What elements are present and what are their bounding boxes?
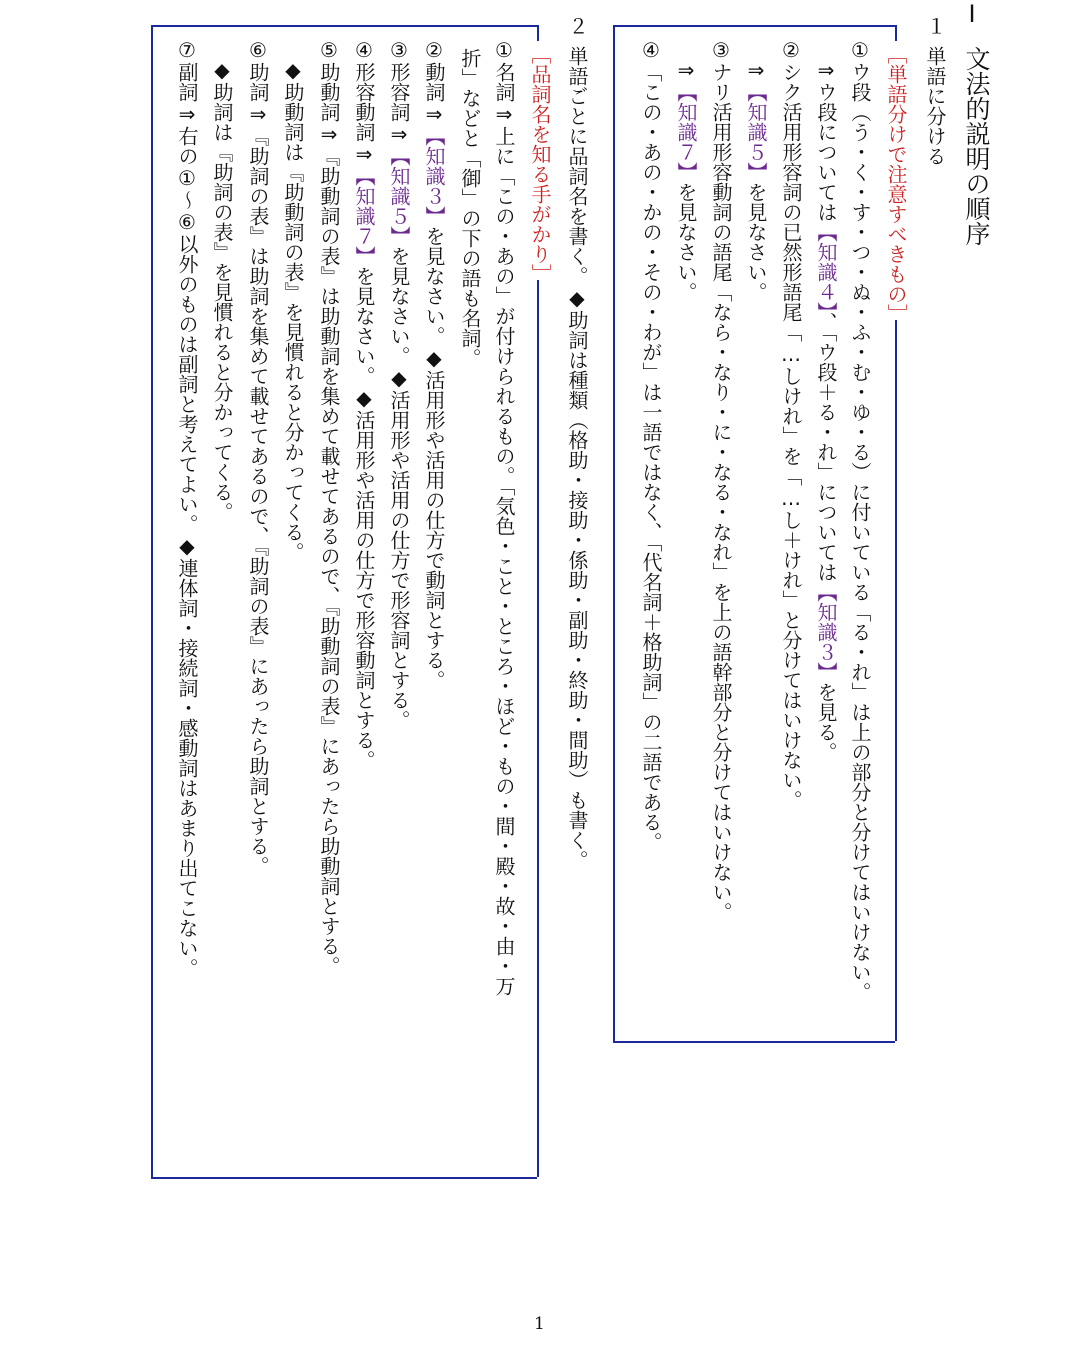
s2-line-7-text: ◆助動詞は『助動詞の表』を見慣れると分かってくる。 bbox=[281, 58, 305, 562]
s2-number: ２ bbox=[565, 16, 589, 36]
s2-line-5-ref[interactable]: 【知識７】 bbox=[352, 166, 376, 266]
s1-line-2-text-c: を見る。 bbox=[814, 682, 838, 762]
s1-line-4-text-a: ⇒ bbox=[744, 58, 768, 82]
s2-line-9 bbox=[212, 58, 232, 522]
s2-line-9-text: ◆助詞は『助詞の表』を見慣れると分かってくる。 bbox=[210, 58, 234, 522]
page-title: 文法的説明の順序 bbox=[962, 46, 991, 246]
s2-line-8 bbox=[248, 38, 268, 876]
s2-line-10-text: ⑦副詞⇒右の①〜⑥以外のものは副詞と考えてよい。◆連体詞・接続詞・感動詞はあまり出てこない。 bbox=[175, 38, 199, 978]
s2-line-4-ref[interactable]: 【知識５】 bbox=[387, 146, 411, 246]
s1-box-label: ［単語分けで注意すべきもの］ bbox=[884, 44, 908, 324]
s2-line-8-text: ⑥助詞⇒『助詞の表』は助詞を集めて載せてあるので、『助詞の表』にあったら助詞とする。 bbox=[246, 38, 270, 876]
s2-line-1-text: ①名詞⇒上に「この・あの」が付けられるもの。「気色・こと・ところ・ほど・もの・間・殿・故・由・万 bbox=[492, 38, 516, 996]
s2-line-1 bbox=[494, 38, 514, 996]
s1-line-2-ref-a[interactable]: 【知識４】 bbox=[814, 222, 838, 312]
section-numeral: Ⅰ bbox=[958, 0, 986, 28]
s2-line-4-text-a: ③形容詞⇒ bbox=[387, 38, 411, 146]
s2-line-4 bbox=[389, 38, 409, 730]
s1-line-6-text-b: を見なさい。 bbox=[674, 182, 698, 302]
s1-line-2-text-b: 、「ウ段＋る・れ」については bbox=[814, 312, 838, 582]
page-number: 1 bbox=[534, 1314, 545, 1334]
s2-line-2 bbox=[460, 48, 480, 368]
s1-line-2-ref-b[interactable]: 【知識３】 bbox=[814, 582, 838, 682]
s2-box-right-edge-bottom bbox=[537, 280, 539, 1177]
s2-line-3-ref[interactable]: 【知識３】 bbox=[422, 126, 446, 226]
s1-line-6-ref[interactable]: 【知識７】 bbox=[674, 82, 698, 182]
s1-line-5 bbox=[711, 38, 731, 922]
s1-line-3 bbox=[781, 38, 801, 810]
s2-line-5-text-b: を見なさい。◆活用形や活用の仕方で形容動詞とする。 bbox=[352, 266, 376, 770]
s2-box-label: ［品詞名を知る手がかり］ bbox=[528, 44, 552, 284]
s1-line-5-text: ③ナリ活用形容動詞の語尾「なら・なり・に・なる・なれ」を上の語幹部分と分けてはいけない。 bbox=[709, 38, 733, 922]
s1-line-4 bbox=[746, 58, 766, 302]
s2-box-right-edge bbox=[537, 25, 539, 41]
s1-box-right-edge-bottom bbox=[895, 320, 897, 1041]
s2-heading: 単語ごとに品詞名を書く。◆助詞は種類（格助・接助・係助・副助・終助・間助）も書く。 bbox=[565, 46, 589, 870]
s2-line-4-text-b: を見なさい。◆活用形や活用の仕方で形容詞とする。 bbox=[387, 246, 411, 730]
s2-line-5 bbox=[354, 38, 374, 770]
s1-line-1 bbox=[850, 38, 870, 1002]
s1-line-4-ref[interactable]: 【知識５】 bbox=[744, 82, 768, 182]
s1-line-4-text-b: を見なさい。 bbox=[744, 182, 768, 302]
s2-line-3-text-b: を見なさい。◆活用形や活用の仕方で動詞とする。 bbox=[422, 226, 446, 690]
s1-number: １ bbox=[923, 16, 947, 36]
s2-line-10 bbox=[177, 38, 197, 978]
s2-line-3 bbox=[424, 38, 444, 690]
s2-line-3-text-a: ②動詞⇒ bbox=[422, 38, 446, 126]
s2-line-5-text-a: ④形容動詞⇒ bbox=[352, 38, 376, 166]
s2-line-2-text: 折」などと「御」の下の語も名詞。 bbox=[458, 48, 482, 368]
s2-line-6 bbox=[319, 38, 339, 976]
s1-line-7-text: ④「この・あの・かの・その・わが」は一語ではなく、「代名詞＋格助詞」の二語である。 bbox=[639, 38, 663, 852]
s1-box-right-edge bbox=[895, 25, 897, 41]
s2-line-6-text: ⑤助動詞⇒『助動詞の表』は助動詞を集めて載せてあるので、『助動詞の表』にあったら助動詞とする。 bbox=[317, 38, 341, 976]
s1-line-2-text-a: ⇒ウ段については bbox=[814, 58, 838, 222]
s1-line-1-text: ①ウ段（う・く・す・つ・ぬ・ふ・む・ゆ・る）に付いている「る・れ」は上の部分と分けてはいけない。 bbox=[848, 38, 872, 1002]
s1-line-6-text-a: ⇒ bbox=[674, 58, 698, 82]
s2-line-7 bbox=[283, 58, 303, 562]
s1-heading: 単語に分ける bbox=[923, 46, 947, 166]
s1-line-3-text: ②シク活用形容詞の已然形語尾「…しけれ」を「…し＋けれ」と分けてはいけない。 bbox=[779, 38, 803, 810]
s1-line-6 bbox=[676, 58, 696, 302]
s1-line-7 bbox=[641, 38, 661, 852]
s1-line-2 bbox=[816, 58, 836, 762]
